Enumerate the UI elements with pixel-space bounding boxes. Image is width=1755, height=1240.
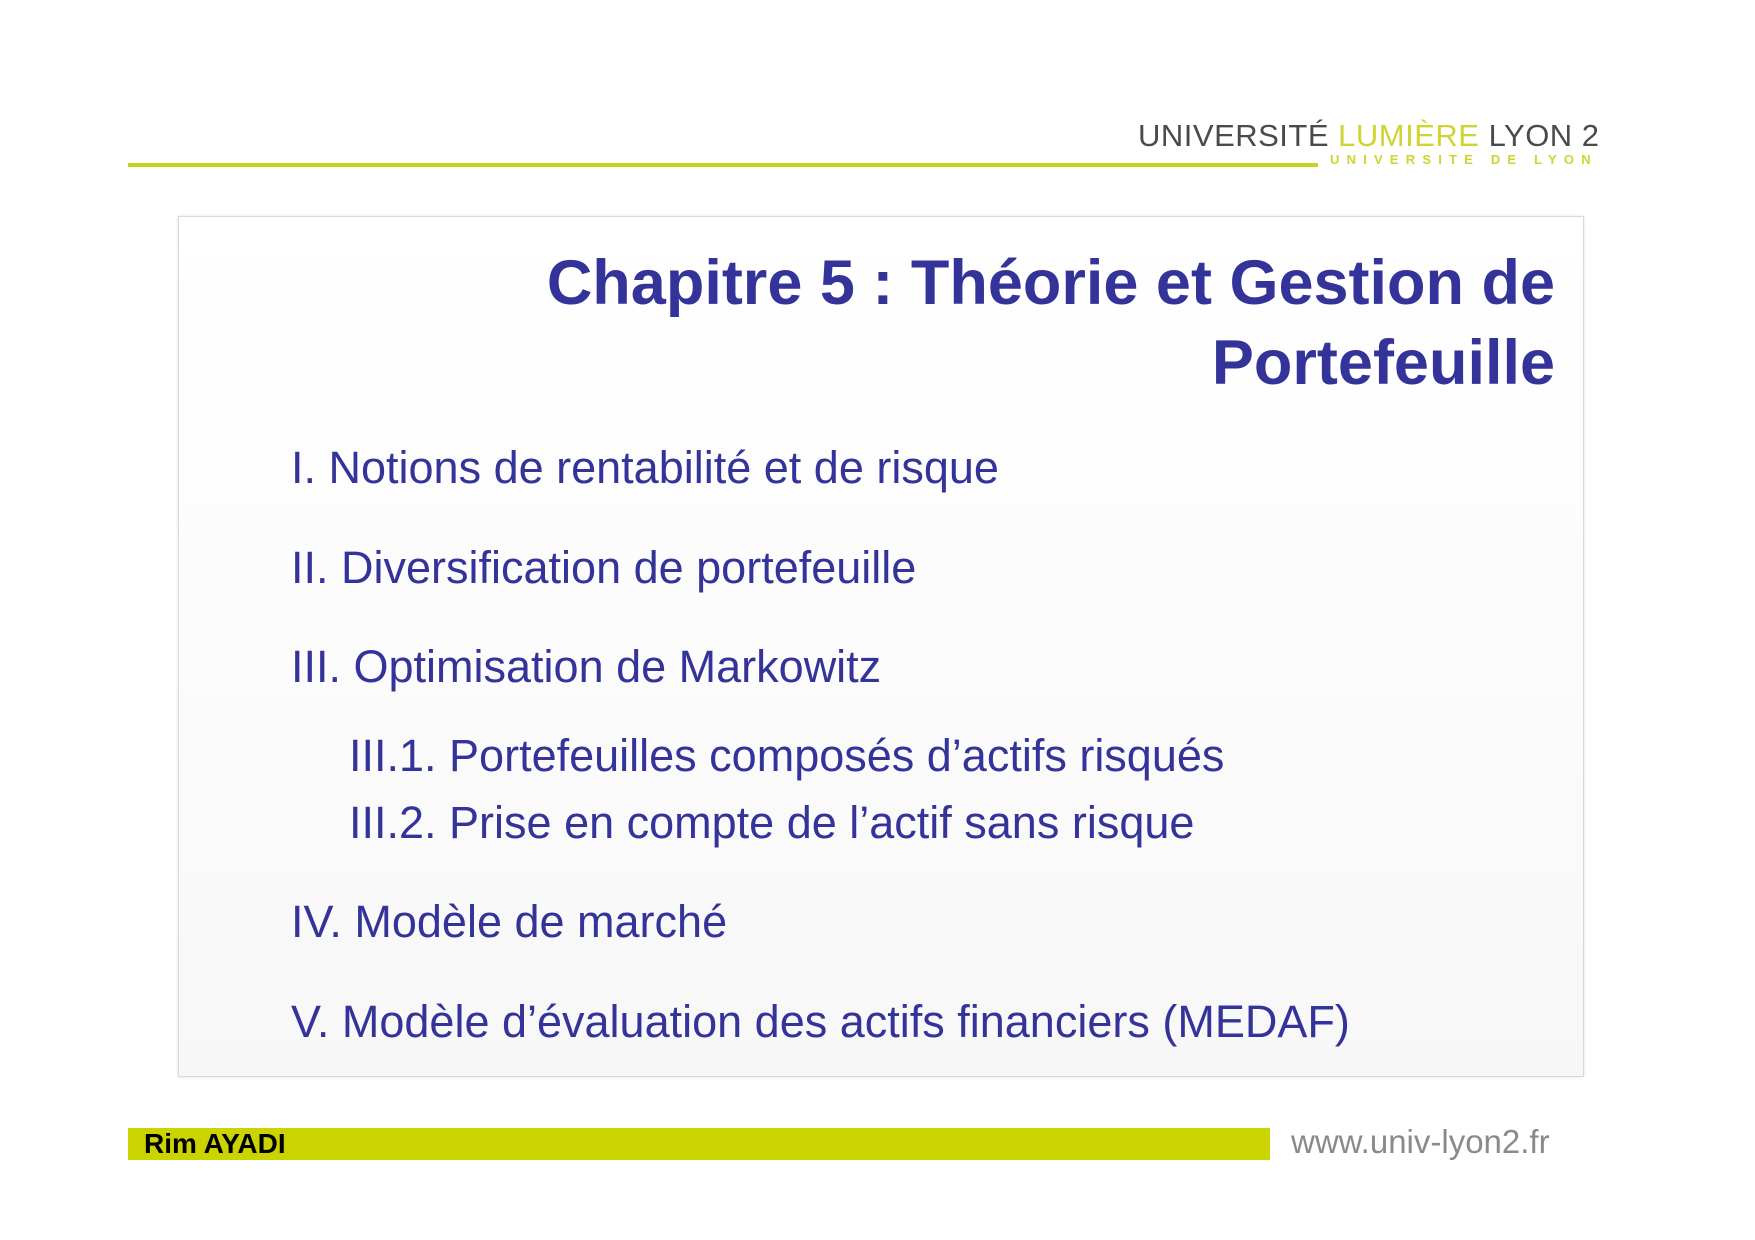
logo-text-universite: UNIVERSITÉ xyxy=(1138,118,1339,153)
logo-text-lyon2: LYON 2 xyxy=(1479,118,1600,153)
university-logo xyxy=(1138,118,1598,178)
title-line-2: Portefeuille xyxy=(1211,328,1555,398)
logo-subtitle: UNIVERSITE DE LYON xyxy=(1330,152,1598,167)
footer-author: Rim AYADI xyxy=(144,1128,286,1159)
outline-item-1: I. Notions de rentabilité et de risque xyxy=(291,442,999,493)
logo-wordmark xyxy=(1138,118,1600,154)
logo-text-lumiere: LUMIÈRE xyxy=(1338,118,1480,153)
title-line-1: Chapitre 5 : Théorie et Gestion de xyxy=(546,248,1555,318)
outline-item-4: IV. Modèle de marché xyxy=(291,896,728,947)
outline-item-5: V. Modèle d’évaluation des actifs financiers (MEDAF) xyxy=(291,996,1350,1047)
footer-bar xyxy=(128,1128,1270,1160)
outline-item-3: III. Optimisation de Markowitz xyxy=(291,641,882,692)
footer-url: www.univ-lyon2.fr xyxy=(1291,1123,1550,1160)
outline-subitem-3-2: III.2. Prise en compte de l’actif sans risque xyxy=(349,797,1195,848)
outline-item-2: II. Diversification de portefeuille xyxy=(291,542,917,593)
content-box xyxy=(178,216,1584,1077)
slide-title xyxy=(547,243,1555,403)
outline-subitem-3-1: III.1. Portefeuilles composés d’actifs risqués xyxy=(349,730,1225,781)
